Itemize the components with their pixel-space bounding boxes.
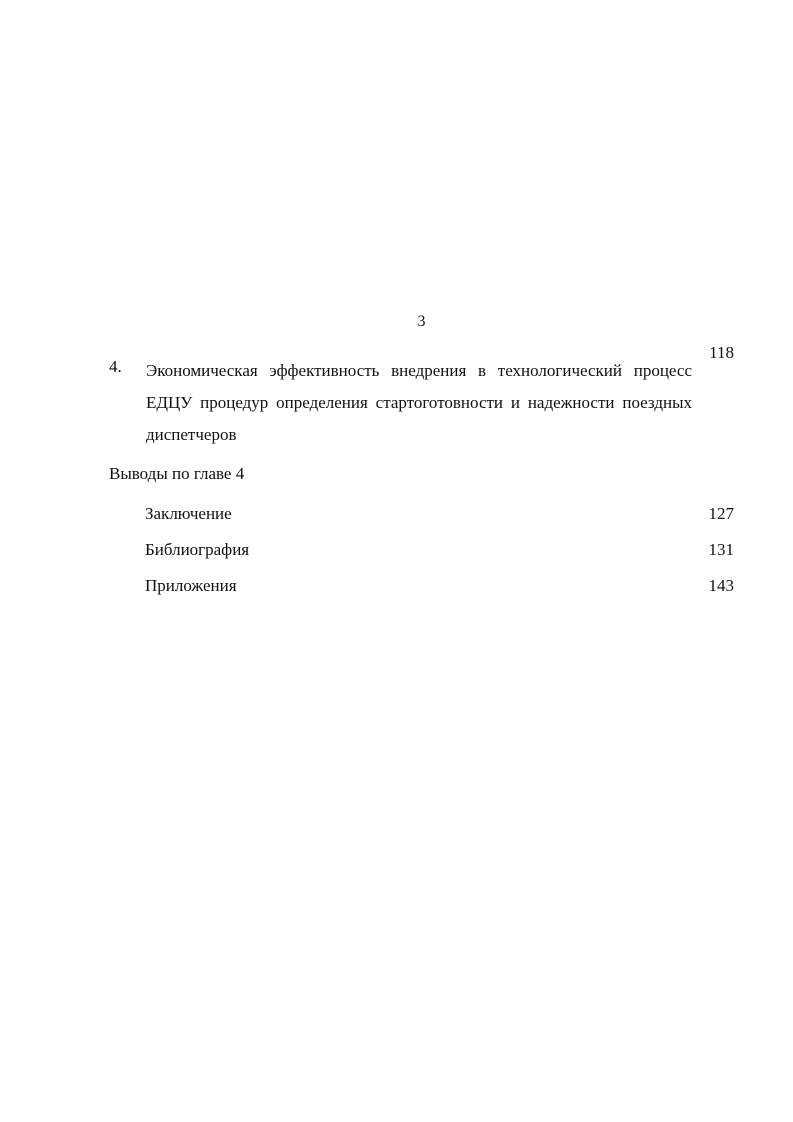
toc-item-page: 127 (708, 504, 734, 523)
toc-item-label: Приложения (145, 576, 237, 595)
toc-item-conclusion (145, 504, 734, 524)
section-page-number: 118 (709, 343, 734, 362)
toc-item-page: 143 (708, 576, 734, 595)
section-title: Экономическая эффективность внедрения в технологический процесс ЕДЦУ процедур определения стартоготовности и надежности поездных диспетчеров (146, 361, 692, 444)
page-number: 3 (417, 313, 426, 330)
toc-item-page: 131 (708, 540, 734, 559)
toc-item-label: Заключение (145, 504, 232, 523)
toc-item-bibliography (145, 540, 734, 560)
section-number: 4. (109, 357, 122, 376)
toc-item-appendices (145, 576, 734, 596)
chapter-conclusions-label: Выводы по главе 4 (109, 464, 245, 483)
toc-item-label: Библиография (145, 540, 250, 559)
toc-section-4 (109, 343, 734, 455)
